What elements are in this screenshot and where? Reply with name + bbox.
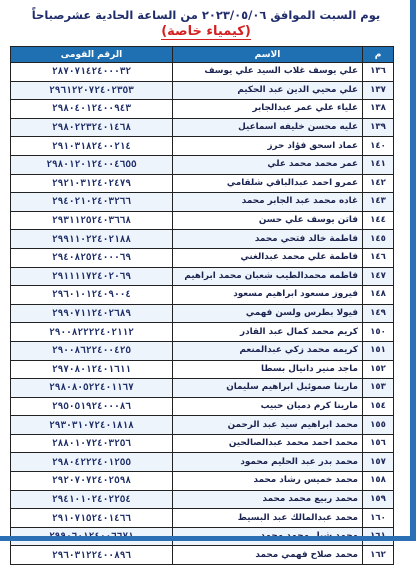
row-name: محمد صلاح فهمي محمد xyxy=(173,546,363,565)
table-row xyxy=(11,81,394,100)
row-number: ١٥٤ xyxy=(363,397,394,416)
row-name: محمد ابراهيم سيد عبد الرحمن xyxy=(173,416,363,435)
row-national-id: ٢٨٧٠٧١٤٢٤٠٠٠٣٢ xyxy=(11,63,173,82)
table-header-row xyxy=(11,47,394,63)
table-row xyxy=(11,360,394,379)
table-row xyxy=(11,286,394,305)
table-row xyxy=(11,434,394,453)
row-name: عمر محمد محمد علي xyxy=(173,155,363,174)
column-header-name: الاسم xyxy=(173,47,363,63)
row-national-id: ٢٩٦١٢٢٠٧٢٤٠٢٣٥٣ xyxy=(11,81,173,100)
row-national-id: ٢٩٨٠٢٢٣٢٤٠١٤٦٨ xyxy=(11,118,173,137)
row-name: محمد ربيع محمد محمد xyxy=(173,490,363,509)
subtitle-text: (كيمياء خاصة) xyxy=(161,24,251,39)
row-national-id: ٢٩٤١٠١٠٢٤٠٢٢٥٤ xyxy=(11,490,173,509)
row-name: كريمه محمد زكي عبدالمنعم xyxy=(173,341,363,360)
table-row xyxy=(11,267,394,286)
row-national-id: ٢٩٢١٠٣١٢٤٠٢٤٧٩ xyxy=(11,174,173,193)
row-national-id: ٢٩٨٠٨٠٥٢٢٤٠١١٦٧ xyxy=(11,379,173,398)
table-row xyxy=(11,323,394,342)
table-row xyxy=(11,100,394,119)
column-header-id: الرقم القومى xyxy=(11,47,173,63)
row-national-id: ٢٩٦٠١٠١٢٤٠٩٠٠٤ xyxy=(11,286,173,305)
row-name: فيروز مسعود ابراهيم مسعود xyxy=(173,286,363,305)
row-national-id: ٢٩٤٠٨٢٥٢٤٠٠٠٦٩ xyxy=(11,248,173,267)
row-national-id: ٢٩٨٠١٢٠١٢٤٠٠٤٦٥٥ xyxy=(11,155,173,174)
table-row xyxy=(11,193,394,212)
row-name: ماجد منير دانيال بسطا xyxy=(173,360,363,379)
table-row xyxy=(11,416,394,435)
table-row xyxy=(11,137,394,156)
row-name: غاده محمد عبد الجابر محمد xyxy=(173,193,363,212)
table-body xyxy=(11,63,394,565)
row-number: ١٣٧ xyxy=(363,81,394,100)
row-national-id: ٢٩٢٠٧٠٧٢٤٠٢٥٩٨ xyxy=(11,472,173,491)
table-row xyxy=(11,63,394,82)
row-name: محمد بدر عبد الحليم محمود xyxy=(173,453,363,472)
row-number: ١٤٥ xyxy=(363,230,394,249)
table-row xyxy=(11,490,394,509)
students-table xyxy=(10,46,394,565)
row-name: محمد احمد محمد عبدالصالحين xyxy=(173,434,363,453)
row-number: ١٤٨ xyxy=(363,286,394,305)
row-number: ١٣٩ xyxy=(363,118,394,137)
table-row xyxy=(11,211,394,230)
row-name: علي محيي الدين عبد الحكيم xyxy=(173,81,363,100)
row-name: فاتن يوسف علي حسن xyxy=(173,211,363,230)
row-national-id: ٢٩٨٠٤٢٢٢٤٠١٢٥٥ xyxy=(11,453,173,472)
row-number: ١٦٢ xyxy=(363,546,394,565)
row-name: محمد عبدالمالك عبد البسيط xyxy=(173,509,363,528)
row-number: ١٥٥ xyxy=(363,416,394,435)
row-number: ١٥١ xyxy=(363,341,394,360)
column-header-num: م xyxy=(363,47,394,63)
row-number: ١٤٦ xyxy=(363,248,394,267)
row-national-id: ٢٩٠٠٨٢٢٢٢٤٠٢١١٢ xyxy=(11,323,173,342)
row-national-id: ٢٩٥٠٥١٩٢٤٠٠٠٨٦ xyxy=(11,397,173,416)
table-row xyxy=(11,509,394,528)
row-national-id: ٢٨٨٠١٠٧٢٤٠٣٢٥٦ xyxy=(11,434,173,453)
row-number: ١٥٢ xyxy=(363,360,394,379)
table-row xyxy=(11,248,394,267)
table-row xyxy=(11,304,394,323)
table-row xyxy=(11,174,394,193)
row-number: ١٤١ xyxy=(363,155,394,174)
table-row xyxy=(11,453,394,472)
row-national-id: ٢٩١١١١٧٢٤٠٢٠٦٩ xyxy=(11,267,173,286)
row-number: ١٤٠ xyxy=(363,137,394,156)
row-national-id: ٢٩٣٠٣١٠٧٢٤٠١٨١٨ xyxy=(11,416,173,435)
table-row xyxy=(11,155,394,174)
page-subtitle xyxy=(0,24,412,39)
table-row xyxy=(11,341,394,360)
row-number: ١٥٨ xyxy=(363,472,394,491)
row-number: ١٥٧ xyxy=(363,453,394,472)
row-number: ١٤٣ xyxy=(363,193,394,212)
row-name: محمد خميس رشاد محمد xyxy=(173,472,363,491)
row-number: ١٣٦ xyxy=(363,63,394,82)
row-name: فاطمة علي محمد عبدالغني xyxy=(173,248,363,267)
row-number: ١٤٢ xyxy=(363,174,394,193)
row-number: ١٥٩ xyxy=(363,490,394,509)
row-name: كريم محمد كمال عبد القادر xyxy=(173,323,363,342)
row-name: عماد اسحق فؤاد حرز xyxy=(173,137,363,156)
row-name: فاطمه محمدالطيب شعبان محمد ابراهيم xyxy=(173,267,363,286)
table-row xyxy=(11,546,394,565)
row-national-id: ٢٩٩٠٧١١٢٤٠٢٦٨٩ xyxy=(11,304,173,323)
table-row xyxy=(11,472,394,491)
row-name: مارينا صموئيل ابراهيم سليمان xyxy=(173,379,363,398)
row-number: ١٥٠ xyxy=(363,323,394,342)
row-number: ١٥٣ xyxy=(363,379,394,398)
row-national-id: ٢٩٠٠٨٦٢٢٤٠٠٤٢٥ xyxy=(11,341,173,360)
row-national-id: ٢٩٦٠٣١٢٢٤٠٠٨٩٦ xyxy=(11,546,173,565)
row-number: ١٤٧ xyxy=(363,267,394,286)
right-border xyxy=(410,0,416,541)
row-number: ١٥٦ xyxy=(363,434,394,453)
row-number: ١٣٨ xyxy=(363,100,394,119)
row-national-id: ٢٩١٠٧١٥٢٤٠١٤٦٦ xyxy=(11,509,173,528)
row-national-id: ٢٩٧٠٨٠١٢٤٠١٦١١ xyxy=(11,360,173,379)
row-name: علياء علي عمر عبدالجابر xyxy=(173,100,363,119)
row-name: فاطمة خالد فتحي محمد xyxy=(173,230,363,249)
table-row xyxy=(11,379,394,398)
row-national-id: ٢٩١٠٣١٨٢٤٠٠٢١٤ xyxy=(11,137,173,156)
row-national-id: ٢٩٨٠٤٠١٢٤٠٠٩٤٣ xyxy=(11,100,173,119)
table-row xyxy=(11,397,394,416)
row-name: فيولا بطرس ولسن فهمي xyxy=(173,304,363,323)
row-number: ١٦٠ xyxy=(363,509,394,528)
row-national-id: ٢٩٤٠٢١٠٢٤٠٣٢٦٦ xyxy=(11,193,173,212)
table-row xyxy=(11,118,394,137)
row-name: علي يوسف غلاب السيد علي يوسف xyxy=(173,63,363,82)
bottom-border xyxy=(0,536,416,541)
row-name: عليه محسن خليفه اسماعيل xyxy=(173,118,363,137)
row-name: عمرو احمد عبدالباقي شلقامي xyxy=(173,174,363,193)
page-title: يوم السبت الموافق ٢٠٢٣/٠٥/٠٦ من الساعة الحادية عشرصباحاً xyxy=(31,8,381,22)
row-national-id: ٢٩٣١١٢٥٢٤٠٣٦٦٨ xyxy=(11,211,173,230)
row-number: ١٤٤ xyxy=(363,211,394,230)
table-row xyxy=(11,230,394,249)
row-name: مارينا كرم دميان حبيب xyxy=(173,397,363,416)
row-national-id: ٢٩٩١١٠٢٢٤٠٢١٨٨ xyxy=(11,230,173,249)
row-number: ١٤٩ xyxy=(363,304,394,323)
